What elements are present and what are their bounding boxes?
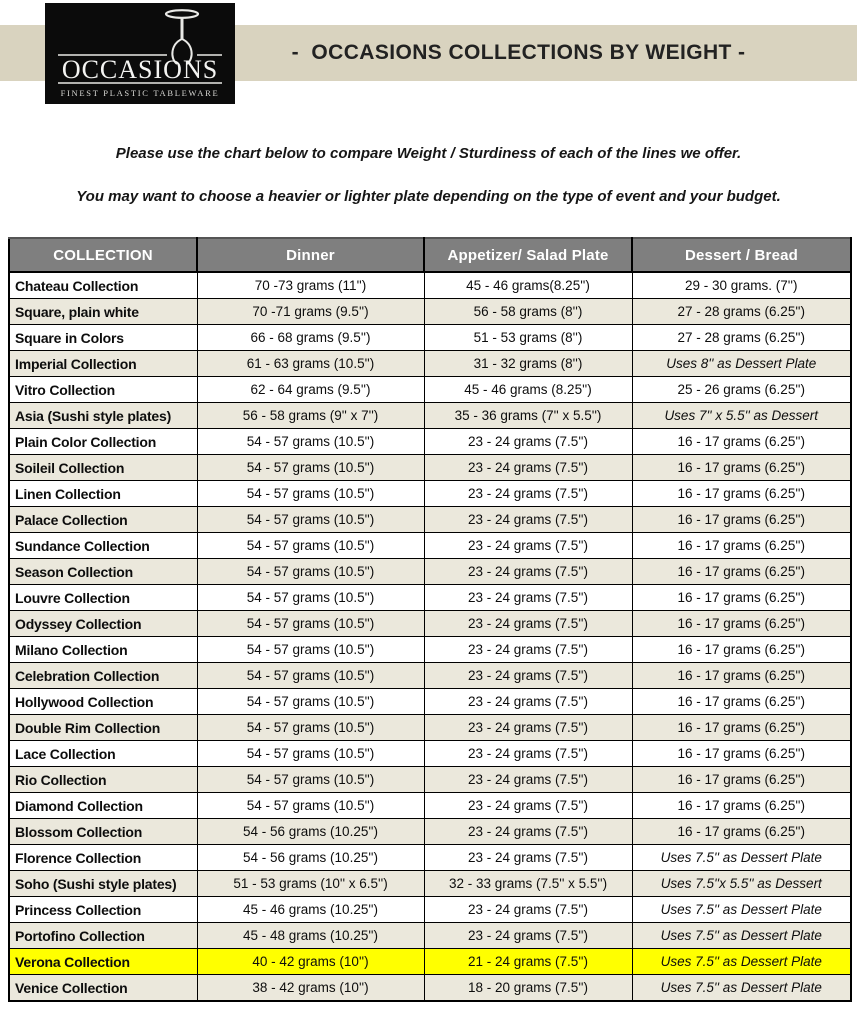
logo	[45, 3, 235, 104]
dinner-weight-cell: 61 - 63 grams (10.5'')	[197, 351, 424, 377]
appetizer-weight-cell: 23 - 24 grams (7.5'')	[424, 455, 632, 481]
logo-tagline-text: FINEST PLASTIC TABLEWARE	[60, 88, 220, 98]
appetizer-weight-cell: 31 - 32 grams (8'')	[424, 351, 632, 377]
dessert-weight-cell: 16 - 17 grams (6.25'')	[632, 663, 851, 689]
table-row	[9, 923, 851, 949]
appetizer-weight-cell: 23 - 24 grams (7.5'')	[424, 923, 632, 949]
table-row	[9, 975, 851, 1002]
collection-name-cell: Hollywood Collection	[9, 689, 197, 715]
table-row	[9, 663, 851, 689]
dessert-weight-cell: Uses 7.5'' as Dessert Plate	[632, 845, 851, 871]
appetizer-weight-cell: 51 - 53 grams (8'')	[424, 325, 632, 351]
logo-art	[45, 3, 235, 104]
column-header-collection: COLLECTION	[9, 238, 197, 272]
collection-name-cell: Verona Collection	[9, 949, 197, 975]
dinner-weight-cell: 54 - 57 grams (10.5'')	[197, 455, 424, 481]
collection-name-cell: Celebration Collection	[9, 663, 197, 689]
table-row	[9, 793, 851, 819]
table-row	[9, 533, 851, 559]
dessert-weight-cell: Uses 7'' x 5.5'' as Dessert	[632, 403, 851, 429]
dessert-weight-cell: Uses 7.5'' as Dessert Plate	[632, 949, 851, 975]
dinner-weight-cell: 54 - 57 grams (10.5'')	[197, 689, 424, 715]
appetizer-weight-cell: 21 - 24 grams (7.5'')	[424, 949, 632, 975]
dessert-weight-cell: 16 - 17 grams (6.25'')	[632, 767, 851, 793]
dinner-weight-cell: 70 -73 grams (11'')	[197, 272, 424, 299]
column-header-dinner: Dinner	[197, 238, 424, 272]
table-row	[9, 403, 851, 429]
dessert-weight-cell: 16 - 17 grams (6.25'')	[632, 455, 851, 481]
table-row	[9, 507, 851, 533]
dessert-weight-cell: 16 - 17 grams (6.25'')	[632, 585, 851, 611]
intro-line-1: Please use the chart below to compare Weight / Sturdiness of each of the lines we offer.	[115, 145, 742, 162]
dessert-weight-cell: 16 - 17 grams (6.25'')	[632, 793, 851, 819]
collection-name-cell: Lace Collection	[9, 741, 197, 767]
dinner-weight-cell: 54 - 57 grams (10.5'')	[197, 507, 424, 533]
collection-name-cell: Vitro Collection	[9, 377, 197, 403]
dinner-weight-cell: 54 - 57 grams (10.5'')	[197, 793, 424, 819]
table-row	[9, 689, 851, 715]
appetizer-weight-cell: 23 - 24 grams (7.5'')	[424, 689, 632, 715]
appetizer-weight-cell: 23 - 24 grams (7.5'')	[424, 897, 632, 923]
dessert-weight-cell: Uses 7.5'' as Dessert Plate	[632, 897, 851, 923]
dessert-weight-cell: 16 - 17 grams (6.25'')	[632, 689, 851, 715]
dessert-weight-cell: 16 - 17 grams (6.25'')	[632, 429, 851, 455]
table-row	[9, 325, 851, 351]
table-row	[9, 767, 851, 793]
dinner-weight-cell: 54 - 57 grams (10.5'')	[197, 637, 424, 663]
collection-name-cell: Sundance Collection	[9, 533, 197, 559]
collection-name-cell: Square in Colors	[9, 325, 197, 351]
table-row	[9, 455, 851, 481]
dinner-weight-cell: 45 - 46 grams (10.25'')	[197, 897, 424, 923]
dessert-weight-cell: 27 - 28 grams (6.25'')	[632, 325, 851, 351]
column-header-dessert: Dessert / Bread	[632, 238, 851, 272]
collection-name-cell: Soileil Collection	[9, 455, 197, 481]
collection-name-cell: Imperial Collection	[9, 351, 197, 377]
dessert-weight-cell: 25 - 26 grams (6.25'')	[632, 377, 851, 403]
appetizer-weight-cell: 23 - 24 grams (7.5'')	[424, 533, 632, 559]
dinner-weight-cell: 66 - 68 grams (9.5'')	[197, 325, 424, 351]
appetizer-weight-cell: 32 - 33 grams (7.5'' x 5.5'')	[424, 871, 632, 897]
dinner-weight-cell: 54 - 57 grams (10.5'')	[197, 767, 424, 793]
dinner-weight-cell: 54 - 56 grams (10.25'')	[197, 819, 424, 845]
dinner-weight-cell: 54 - 57 grams (10.5'')	[197, 663, 424, 689]
dessert-weight-cell: Uses 7.5''x 5.5'' as Dessert	[632, 871, 851, 897]
collection-name-cell: Asia (Sushi style plates)	[9, 403, 197, 429]
dinner-weight-cell: 40 - 42 grams (10'')	[197, 949, 424, 975]
table-row	[9, 585, 851, 611]
dessert-weight-cell: Uses 7.5'' as Dessert Plate	[632, 923, 851, 949]
dinner-weight-cell: 54 - 57 grams (10.5'')	[197, 559, 424, 585]
collection-name-cell: Double Rim Collection	[9, 715, 197, 741]
collection-name-cell: Venice Collection	[9, 975, 197, 1002]
dessert-weight-cell: 29 - 30 grams. (7'')	[632, 272, 851, 299]
dessert-weight-cell: 16 - 17 grams (6.25'')	[632, 819, 851, 845]
table-row	[9, 741, 851, 767]
collection-name-cell: Plain Color Collection	[9, 429, 197, 455]
collection-name-cell: Chateau Collection	[9, 272, 197, 299]
appetizer-weight-cell: 45 - 46 grams (8.25'')	[424, 377, 632, 403]
appetizer-weight-cell: 35 - 36 grams (7'' x 5.5'')	[424, 403, 632, 429]
column-header-appetizer: Appetizer/ Salad Plate	[424, 238, 632, 272]
collection-name-cell: Blossom Collection	[9, 819, 197, 845]
appetizer-weight-cell: 23 - 24 grams (7.5'')	[424, 585, 632, 611]
dinner-weight-cell: 54 - 57 grams (10.5'')	[197, 611, 424, 637]
appetizer-weight-cell: 23 - 24 grams (7.5'')	[424, 793, 632, 819]
dinner-weight-cell: 54 - 57 grams (10.5'')	[197, 741, 424, 767]
appetizer-weight-cell: 23 - 24 grams (7.5'')	[424, 637, 632, 663]
logo-brand-text: OCCASIONS	[61, 55, 219, 84]
collection-name-cell: Odyssey Collection	[9, 611, 197, 637]
dinner-weight-cell: 54 - 57 grams (10.5'')	[197, 481, 424, 507]
table-row	[9, 845, 851, 871]
dinner-weight-cell: 54 - 57 grams (10.5'')	[197, 585, 424, 611]
page-title: - OCCASIONS COLLECTIONS BY WEIGHT -	[291, 41, 746, 64]
dinner-weight-cell: 56 - 58 grams (9'' x 7'')	[197, 403, 424, 429]
appetizer-weight-cell: 23 - 24 grams (7.5'')	[424, 507, 632, 533]
dinner-weight-cell: 54 - 56 grams (10.25'')	[197, 845, 424, 871]
appetizer-weight-cell: 23 - 24 grams (7.5'')	[424, 429, 632, 455]
dinner-weight-cell: 38 - 42 grams (10'')	[197, 975, 424, 1002]
appetizer-weight-cell: 23 - 24 grams (7.5'')	[424, 559, 632, 585]
table-row	[9, 559, 851, 585]
table-row	[9, 949, 851, 975]
collection-name-cell: Season Collection	[9, 559, 197, 585]
dinner-weight-cell: 54 - 57 grams (10.5'')	[197, 715, 424, 741]
appetizer-weight-cell: 23 - 24 grams (7.5'')	[424, 819, 632, 845]
table-row	[9, 429, 851, 455]
table-row	[9, 819, 851, 845]
collection-name-cell: Louvre Collection	[9, 585, 197, 611]
appetizer-weight-cell: 23 - 24 grams (7.5'')	[424, 481, 632, 507]
collection-name-cell: Rio Collection	[9, 767, 197, 793]
collection-name-cell: Princess Collection	[9, 897, 197, 923]
table-header-row	[9, 238, 851, 272]
dinner-weight-cell: 45 - 48 grams (10.25'')	[197, 923, 424, 949]
dessert-weight-cell: 16 - 17 grams (6.25'')	[632, 637, 851, 663]
collections-weight-table	[8, 237, 852, 1002]
appetizer-weight-cell: 23 - 24 grams (7.5'')	[424, 715, 632, 741]
appetizer-weight-cell: 23 - 24 grams (7.5'')	[424, 663, 632, 689]
table-row	[9, 351, 851, 377]
dinner-weight-cell: 70 -71 grams (9.5'')	[197, 299, 424, 325]
dessert-weight-cell: Uses 7.5'' as Dessert Plate	[632, 975, 851, 1002]
appetizer-weight-cell: 18 - 20 grams (7.5'')	[424, 975, 632, 1002]
appetizer-weight-cell: 23 - 24 grams (7.5'')	[424, 741, 632, 767]
dessert-weight-cell: Uses 8'' as Dessert Plate	[632, 351, 851, 377]
dessert-weight-cell: 27 - 28 grams (6.25'')	[632, 299, 851, 325]
intro-line-2: You may want to choose a heavier or lighter plate depending on the type of event and your budget.	[76, 188, 781, 205]
dessert-weight-cell: 16 - 17 grams (6.25'')	[632, 533, 851, 559]
collection-name-cell: Soho (Sushi style plates)	[9, 871, 197, 897]
dessert-weight-cell: 16 - 17 grams (6.25'')	[632, 481, 851, 507]
table-row	[9, 611, 851, 637]
dessert-weight-cell: 16 - 17 grams (6.25'')	[632, 559, 851, 585]
collection-name-cell: Florence Collection	[9, 845, 197, 871]
collection-name-cell: Linen Collection	[9, 481, 197, 507]
collection-name-cell: Diamond Collection	[9, 793, 197, 819]
dessert-weight-cell: 16 - 17 grams (6.25'')	[632, 715, 851, 741]
appetizer-weight-cell: 23 - 24 grams (7.5'')	[424, 767, 632, 793]
appetizer-weight-cell: 23 - 24 grams (7.5'')	[424, 845, 632, 871]
table-row	[9, 299, 851, 325]
table-row	[9, 715, 851, 741]
appetizer-weight-cell: 56 - 58 grams (8'')	[424, 299, 632, 325]
appetizer-weight-cell: 45 - 46 grams(8.25'')	[424, 272, 632, 299]
dinner-weight-cell: 54 - 57 grams (10.5'')	[197, 533, 424, 559]
table-row	[9, 481, 851, 507]
table-row	[9, 637, 851, 663]
dessert-weight-cell: 16 - 17 grams (6.25'')	[632, 611, 851, 637]
table-row	[9, 272, 851, 299]
table-row	[9, 377, 851, 403]
dessert-weight-cell: 16 - 17 grams (6.25'')	[632, 741, 851, 767]
appetizer-weight-cell: 23 - 24 grams (7.5'')	[424, 611, 632, 637]
weight-table-wrap	[8, 237, 852, 1002]
table-row	[9, 871, 851, 897]
dinner-weight-cell: 62 - 64 grams (9.5'')	[197, 377, 424, 403]
collection-name-cell: Portofino Collection	[9, 923, 197, 949]
table-row	[9, 897, 851, 923]
dinner-weight-cell: 51 - 53 grams (10'' x 6.5'')	[197, 871, 424, 897]
dinner-weight-cell: 54 - 57 grams (10.5'')	[197, 429, 424, 455]
collection-name-cell: Palace Collection	[9, 507, 197, 533]
collection-name-cell: Milano Collection	[9, 637, 197, 663]
collections-table-body	[9, 272, 851, 1001]
collection-name-cell: Square, plain white	[9, 299, 197, 325]
dessert-weight-cell: 16 - 17 grams (6.25'')	[632, 507, 851, 533]
